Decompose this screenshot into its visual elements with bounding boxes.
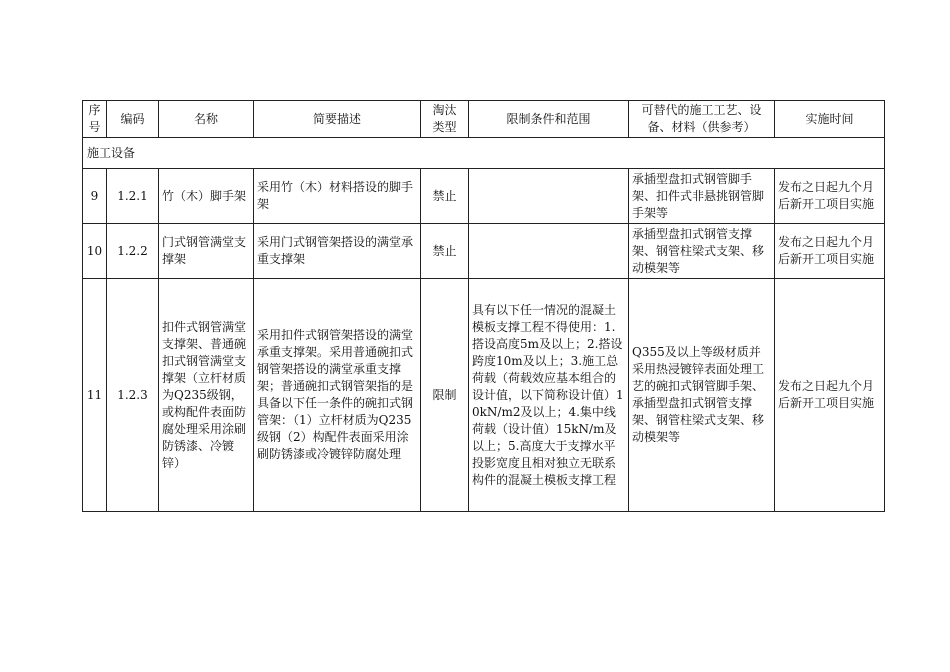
header-row (83, 101, 885, 138)
row-alt: 承插型盘扣式钢管脚手架、扣件式非悬挑钢管脚手架等 (629, 169, 775, 224)
header-desc: 简要描述 (254, 101, 421, 138)
regulation-table (82, 100, 885, 512)
row-name: 扣件式钢管满堂支撑架、普通碗扣式钢管满堂支撑架（立杆材质为Q235级钢，或构配件表面防腐处理采用涂刷防锈漆、冷镀锌） (159, 279, 254, 512)
row-type: 禁止 (421, 169, 469, 224)
row-time: 发布之日起九个月后新开工项目实施 (775, 224, 885, 279)
row-limits (469, 169, 629, 224)
row-type: 限制 (421, 279, 469, 512)
header-alt: 可替代的施工工艺、设备、材料（供参考） (629, 101, 775, 138)
header-name: 名称 (159, 101, 254, 138)
table-row (83, 224, 885, 279)
row-type: 禁止 (421, 224, 469, 279)
row-limits: 具有以下任一情况的混凝土模板支撑工程不得使用：1.搭设高度5m及以上；2.搭设跨度10m及以上；3.施工总荷载（荷载效应基本组合的设计值，以下简称设计值）10kN/m2及以上；4.集中线荷载（设计值）15kN/m及以上；5.高度大于支撑水平投影宽度且相对独立无联系构件的混凝土模板支撑工程 (469, 279, 629, 512)
row-seq: 9 (83, 169, 107, 224)
header-seq: 序 号 (83, 101, 107, 138)
row-seq: 11 (83, 279, 107, 512)
row-code: 1.2.3 (107, 279, 159, 512)
row-limits (469, 224, 629, 279)
row-desc: 采用扣件式钢管架搭设的满堂承重支撑架。采用普通碗扣式钢管架搭设的满堂承重支撑架；普通碗扣式钢管架指的是具备以下任一条件的碗扣式钢管架：（1）立杆材质为Q235级钢（2）构配件表面采用涂刷防锈漆或冷镀锌防腐处理 (254, 279, 421, 512)
row-name: 门式钢管满堂支撑架 (159, 224, 254, 279)
row-name: 竹（木）脚手架 (159, 169, 254, 224)
table-row (83, 169, 885, 224)
row-code: 1.2.2 (107, 224, 159, 279)
header-limits: 限制条件和范围 (469, 101, 629, 138)
section-row (83, 138, 885, 169)
row-time: 发布之日起九个月后新开工项目实施 (775, 279, 885, 512)
table-row (83, 279, 885, 512)
header-time: 实施时间 (775, 101, 885, 138)
header-type: 淘汰 类型 (421, 101, 469, 138)
row-seq: 10 (83, 224, 107, 279)
row-desc: 采用门式钢管架搭设的满堂承重支撑架 (254, 224, 421, 279)
row-alt: 承插型盘扣式钢管支撑架、钢管柱梁式支架、移动模架等 (629, 224, 775, 279)
section-title: 施工设备 (83, 138, 885, 169)
row-alt: Q355及以上等级材质并采用热浸镀锌表面处理工艺的碗扣式钢管脚手架、承插型盘扣式钢管支撑架、钢管柱梁式支架、移动模架等 (629, 279, 775, 512)
row-code: 1.2.1 (107, 169, 159, 224)
header-code: 编码 (107, 101, 159, 138)
row-time: 发布之日起九个月后新开工项目实施 (775, 169, 885, 224)
row-desc: 采用竹（木）材料搭设的脚手架 (254, 169, 421, 224)
